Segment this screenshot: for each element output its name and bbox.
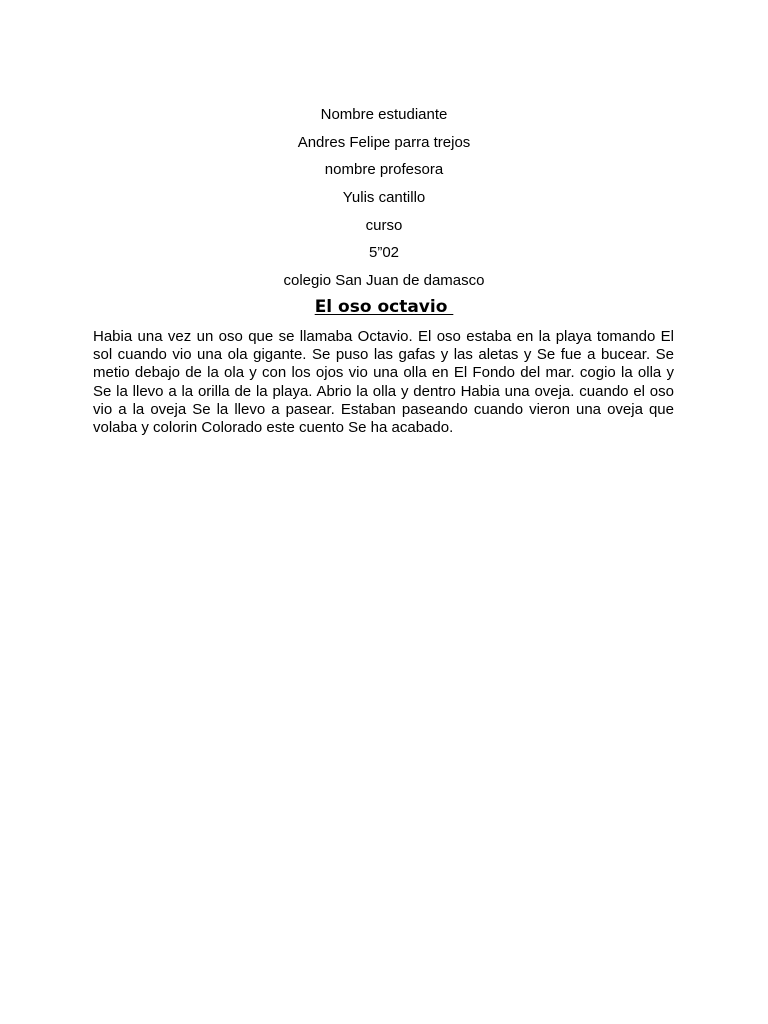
story-title-text: El oso octavio xyxy=(314,297,454,317)
story-body: Habia una vez un oso que se llamaba Octavio. El oso estaba en la playa tomando El sol cuando vio una ola gigante. Se puso las gafas y las aletas y Se fue a bucear. Se metio debajo de la ola y con los ojos vio una olla en El Fondo del mar. cogio la olla y Se la llevo a la orilla de la playa. Abrio la olla y dentro Habia una oveja. cuando el oso vio a la oveja Se la llevo a pasear. Estaban paseando cuando vieron una oveja que volaba y colorin Colorado este cuento Se ha acabado. xyxy=(93,328,674,437)
label-teacher-name: nombre profesora xyxy=(324,161,444,179)
school-name: colegio San Juan de damasco xyxy=(283,272,485,290)
student-name: Andres Felipe parra trejos xyxy=(297,133,471,151)
label-course: curso xyxy=(365,216,403,234)
teacher-name: Yulis cantillo xyxy=(342,189,426,207)
story-title xyxy=(0,295,768,319)
student-info-header xyxy=(0,101,768,295)
label-student-name: Nombre estudiante xyxy=(320,106,448,123)
course-value: 5”02 xyxy=(368,244,400,262)
